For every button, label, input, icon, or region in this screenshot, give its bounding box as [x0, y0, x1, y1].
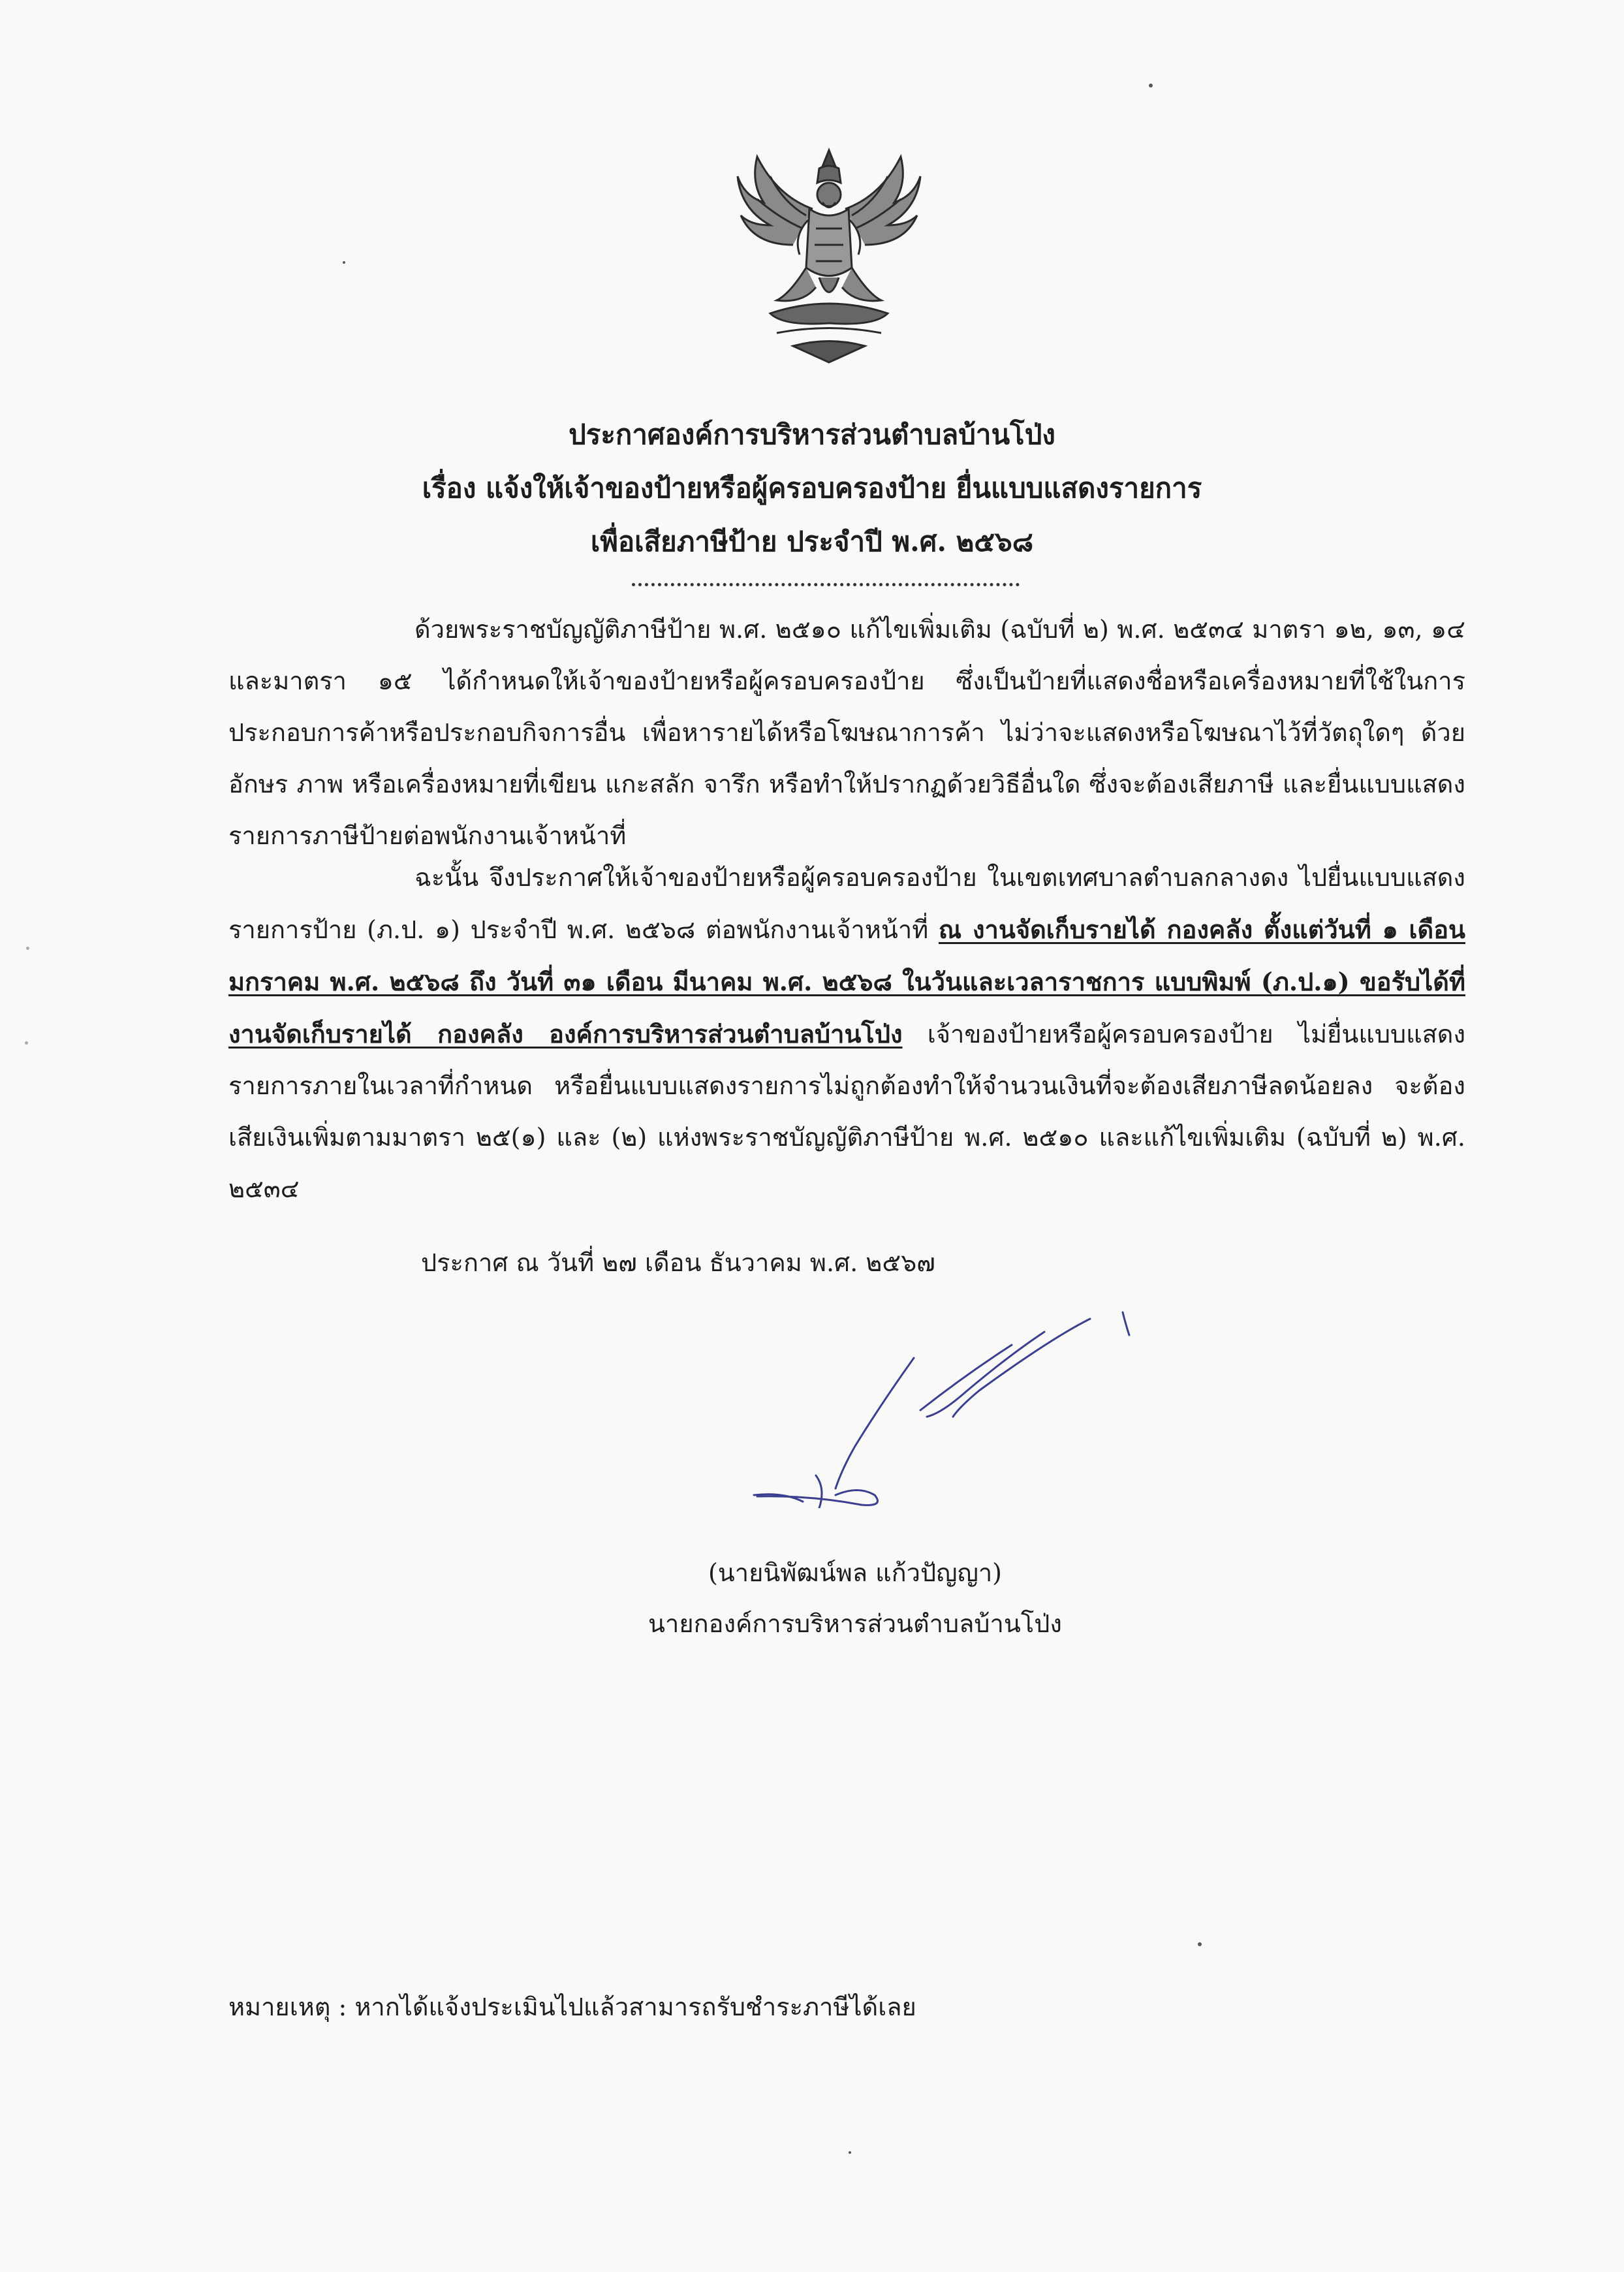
- paper-speck: [1198, 1942, 1202, 1946]
- garuda-emblem-icon: [731, 137, 927, 369]
- handwritten-signature: [744, 1299, 1214, 1508]
- body-paragraph-1: [228, 604, 1465, 862]
- paragraph-2-lead: ฉะนั้น จึงประกาศให้เจ้าของป้ายหรือผู้ครอบครองป้าย ในเขตเทศบาลตำบลกลางดง ไปยื่นแบบแสดงรายการป้าย (ภ.ป. ๑) ประจำปี พ.ศ. ๒๕๖๘ ต่อพนักงานเจ้าหน้าที่: [228, 863, 1465, 944]
- paragraph-2-emphasis: ณ งานจัดเก็บรายได้ กองคลัง ตั้งแต่วันที่ ๑ เดือน มกราคม พ.ศ. ๒๕๖๘ ถึง วันที่ ๓๑ เดือน มีนาคม พ.ศ. ๒๕๖๘ ในวันและเวลาราชการ แบบพิมพ์ (ภ.ป.๑) ขอรับได้ที่ งานจัดเก็บรายได้ กองคลัง องค์การบริหารส่วนตำบลบ้านโป่ง: [228, 915, 1465, 1049]
- signer-block: [0, 1547, 1624, 1649]
- body-paragraph-2: [228, 852, 1465, 1215]
- paper-speck: [849, 2151, 851, 2154]
- announcement-date: ประกาศ ณ วันที่ ๒๗ เดือน ธันวาคม พ.ศ. ๒๕๖๗: [421, 1248, 935, 1277]
- title-divider: [632, 583, 1020, 586]
- footnote-remark: หมายเหตุ : หากได้แจ้งประเมินไปแล้วสามารถรับชำระภาษีได้เลย: [228, 1993, 916, 2021]
- signer-position: นายกองค์การบริหารส่วนตำบลบ้านโป่ง: [648, 1609, 1062, 1638]
- signer-name: (นายนิพัฒน์พล แก้วปัญญา): [708, 1558, 1003, 1587]
- paper-speck: [1149, 84, 1153, 87]
- title-line-3: เพื่อเสียภาษีป้าย ประจำปี พ.ศ. ๒๕๖๘: [590, 526, 1034, 558]
- title-line-1: ประกาศองค์การบริหารส่วนตำบลบ้านโป่ง: [569, 418, 1055, 450]
- paragraph-2-tail: เจ้าของป้ายหรือผู้ครอบครองป้าย ไม่ยื่นแบบแสดงรายการภายในเวลาที่กำหนด หรือยื่นแบบแสดงรายการไม่ถูกต้องทำให้จำนวนเงินที่จะต้องเสียภาษีลดน้อยลง จะต้องเสียเงินเพิ่มตามมาตรา ๒๕(๑) และ (๒) แห่งพระราชบัญญัติภาษีป้าย พ.ศ. ๒๕๑๐ และแก้ไขเพิ่มเติม (ฉบับที่ ๒) พ.ศ. ๒๕๓๔: [228, 1020, 1465, 1203]
- title-line-2: เรื่อง แจ้งให้เจ้าของป้ายหรือผู้ครอบครองป้าย ยื่นแบบแสดงรายการ: [422, 472, 1202, 504]
- paper-speck: [25, 1041, 28, 1045]
- document-title: [0, 408, 1624, 569]
- paper-speck: [26, 947, 29, 950]
- paragraph-1-text: ด้วยพระราชบัญญัติภาษีป้าย พ.ศ. ๒๕๑๐ แก้ไขเพิ่มเติม (ฉบับที่ ๒) พ.ศ. ๒๕๓๔ มาตรา ๑๒, ๑๓, ๑๔ และมาตรา ๑๕ ได้กำหนดให้เจ้าของป้ายหรือผู้ครอบครองป้าย ซึ่งเป็นป้ายที่แสดงชื่อหรือเครื่องหมายที่ใช้ในการประกอบการค้าหรือประกอบกิจการอื่น เพื่อหารายได้หรือโฆษณาการค้า ไม่ว่าจะแสดงหรือโฆษณาไว้ที่วัตถุใดๆ ด้วยอักษร ภาพ หรือเครื่องหมายที่เขียน แกะสลัก จารึก หรือทำให้ปรากฏด้วยวิธีอื่นใด ซึ่งจะต้องเสียภาษี และยื่นแบบแสดงรายการภาษีป้ายต่อพนักงานเจ้าหน้าที่: [228, 615, 1465, 850]
- paper-speck: [343, 261, 345, 264]
